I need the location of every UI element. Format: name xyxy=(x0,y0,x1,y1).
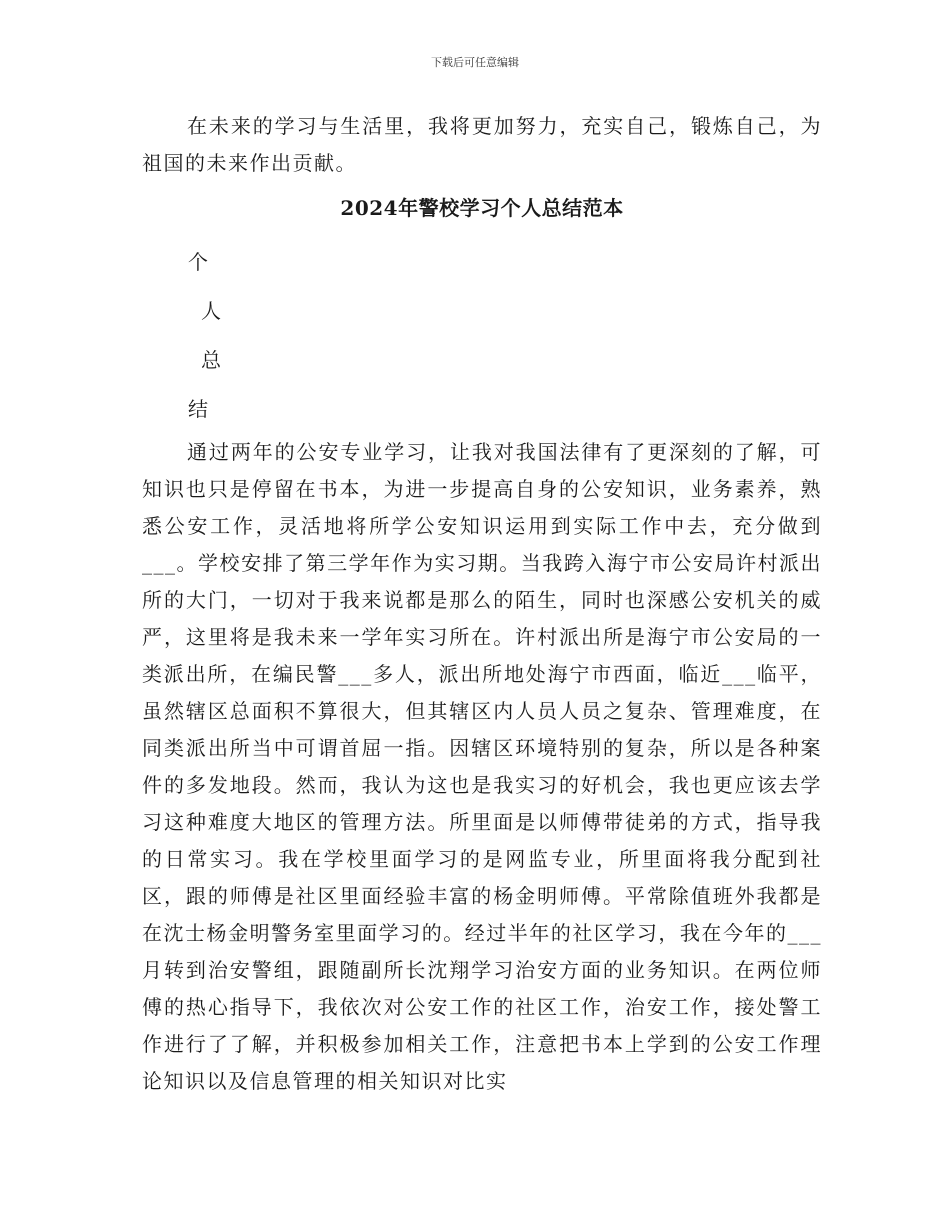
vertical-heading-char: 人 xyxy=(201,299,221,323)
vertical-heading-char: 结 xyxy=(188,397,208,421)
body-paragraph: 通过两年的公安专业学习，让我对我国法律有了更深刻的了解，可知识也只是停留在书本，为进一步提高自身的公安知识，业务素养，熟悉公安工作，灵活地将所学公安知识运用到实际工作中去，充分做到___。学校安排了第三学年作为实习期。当我跨入海宁市公安局许村派出所的大门，一切对于我来说都是那么的陌生，同时也深感公安机关的威严，这里将是我未来一学年实习所在。许村派出所是海宁市公安局的一类派出所，在编民警___多人，派出所地处海宁市西面，临近___临平，虽然辖区总面积不算很大，但其辖区内人员人员之复杂、管理难度，在同类派出所当中可谓首屈一指。因辖区环境特别的复杂，所以是各种案件的多发地段。然而，我认为这也是我实习的好机会，我也更应该去学习这种难度大地区的管理方法。所里面是以师傅带徒弟的方式，指导我的日常实习。我在学校里面学习的是网监专业，所里面将我分配到社区，跟的师傅是社区里面经验丰富的杨金明师傅。平常除值班外我都是在沈士杨金明警务室里面学习的。经过半年的社区学习，我在今年的___月转到治安警组，跟随副所长沈翔学习治安方面的业务知识。在两位师傅的热心指导下，我依次对公安工作的社区工作，治安工作，接处警工作进行了了解，并积极参加相关工作，注意把书本上学到的公安工作理论知识以及信息管理的相关知识对比实 xyxy=(142,440,822,1093)
document-title: 2024年警校学习个人总结范本 xyxy=(340,196,624,220)
document-body xyxy=(142,108,822,1100)
vertical-heading-char: 个 xyxy=(188,250,208,274)
page-header: 下载后可任意编辑 xyxy=(431,56,519,69)
intro-paragraph: 在未来的学习与生活里，我将更加努力，充实自己，锻炼自己，为祖国的未来作出贡献。 xyxy=(142,114,822,175)
vertical-heading xyxy=(142,238,822,434)
vertical-heading-char: 总 xyxy=(201,348,221,372)
